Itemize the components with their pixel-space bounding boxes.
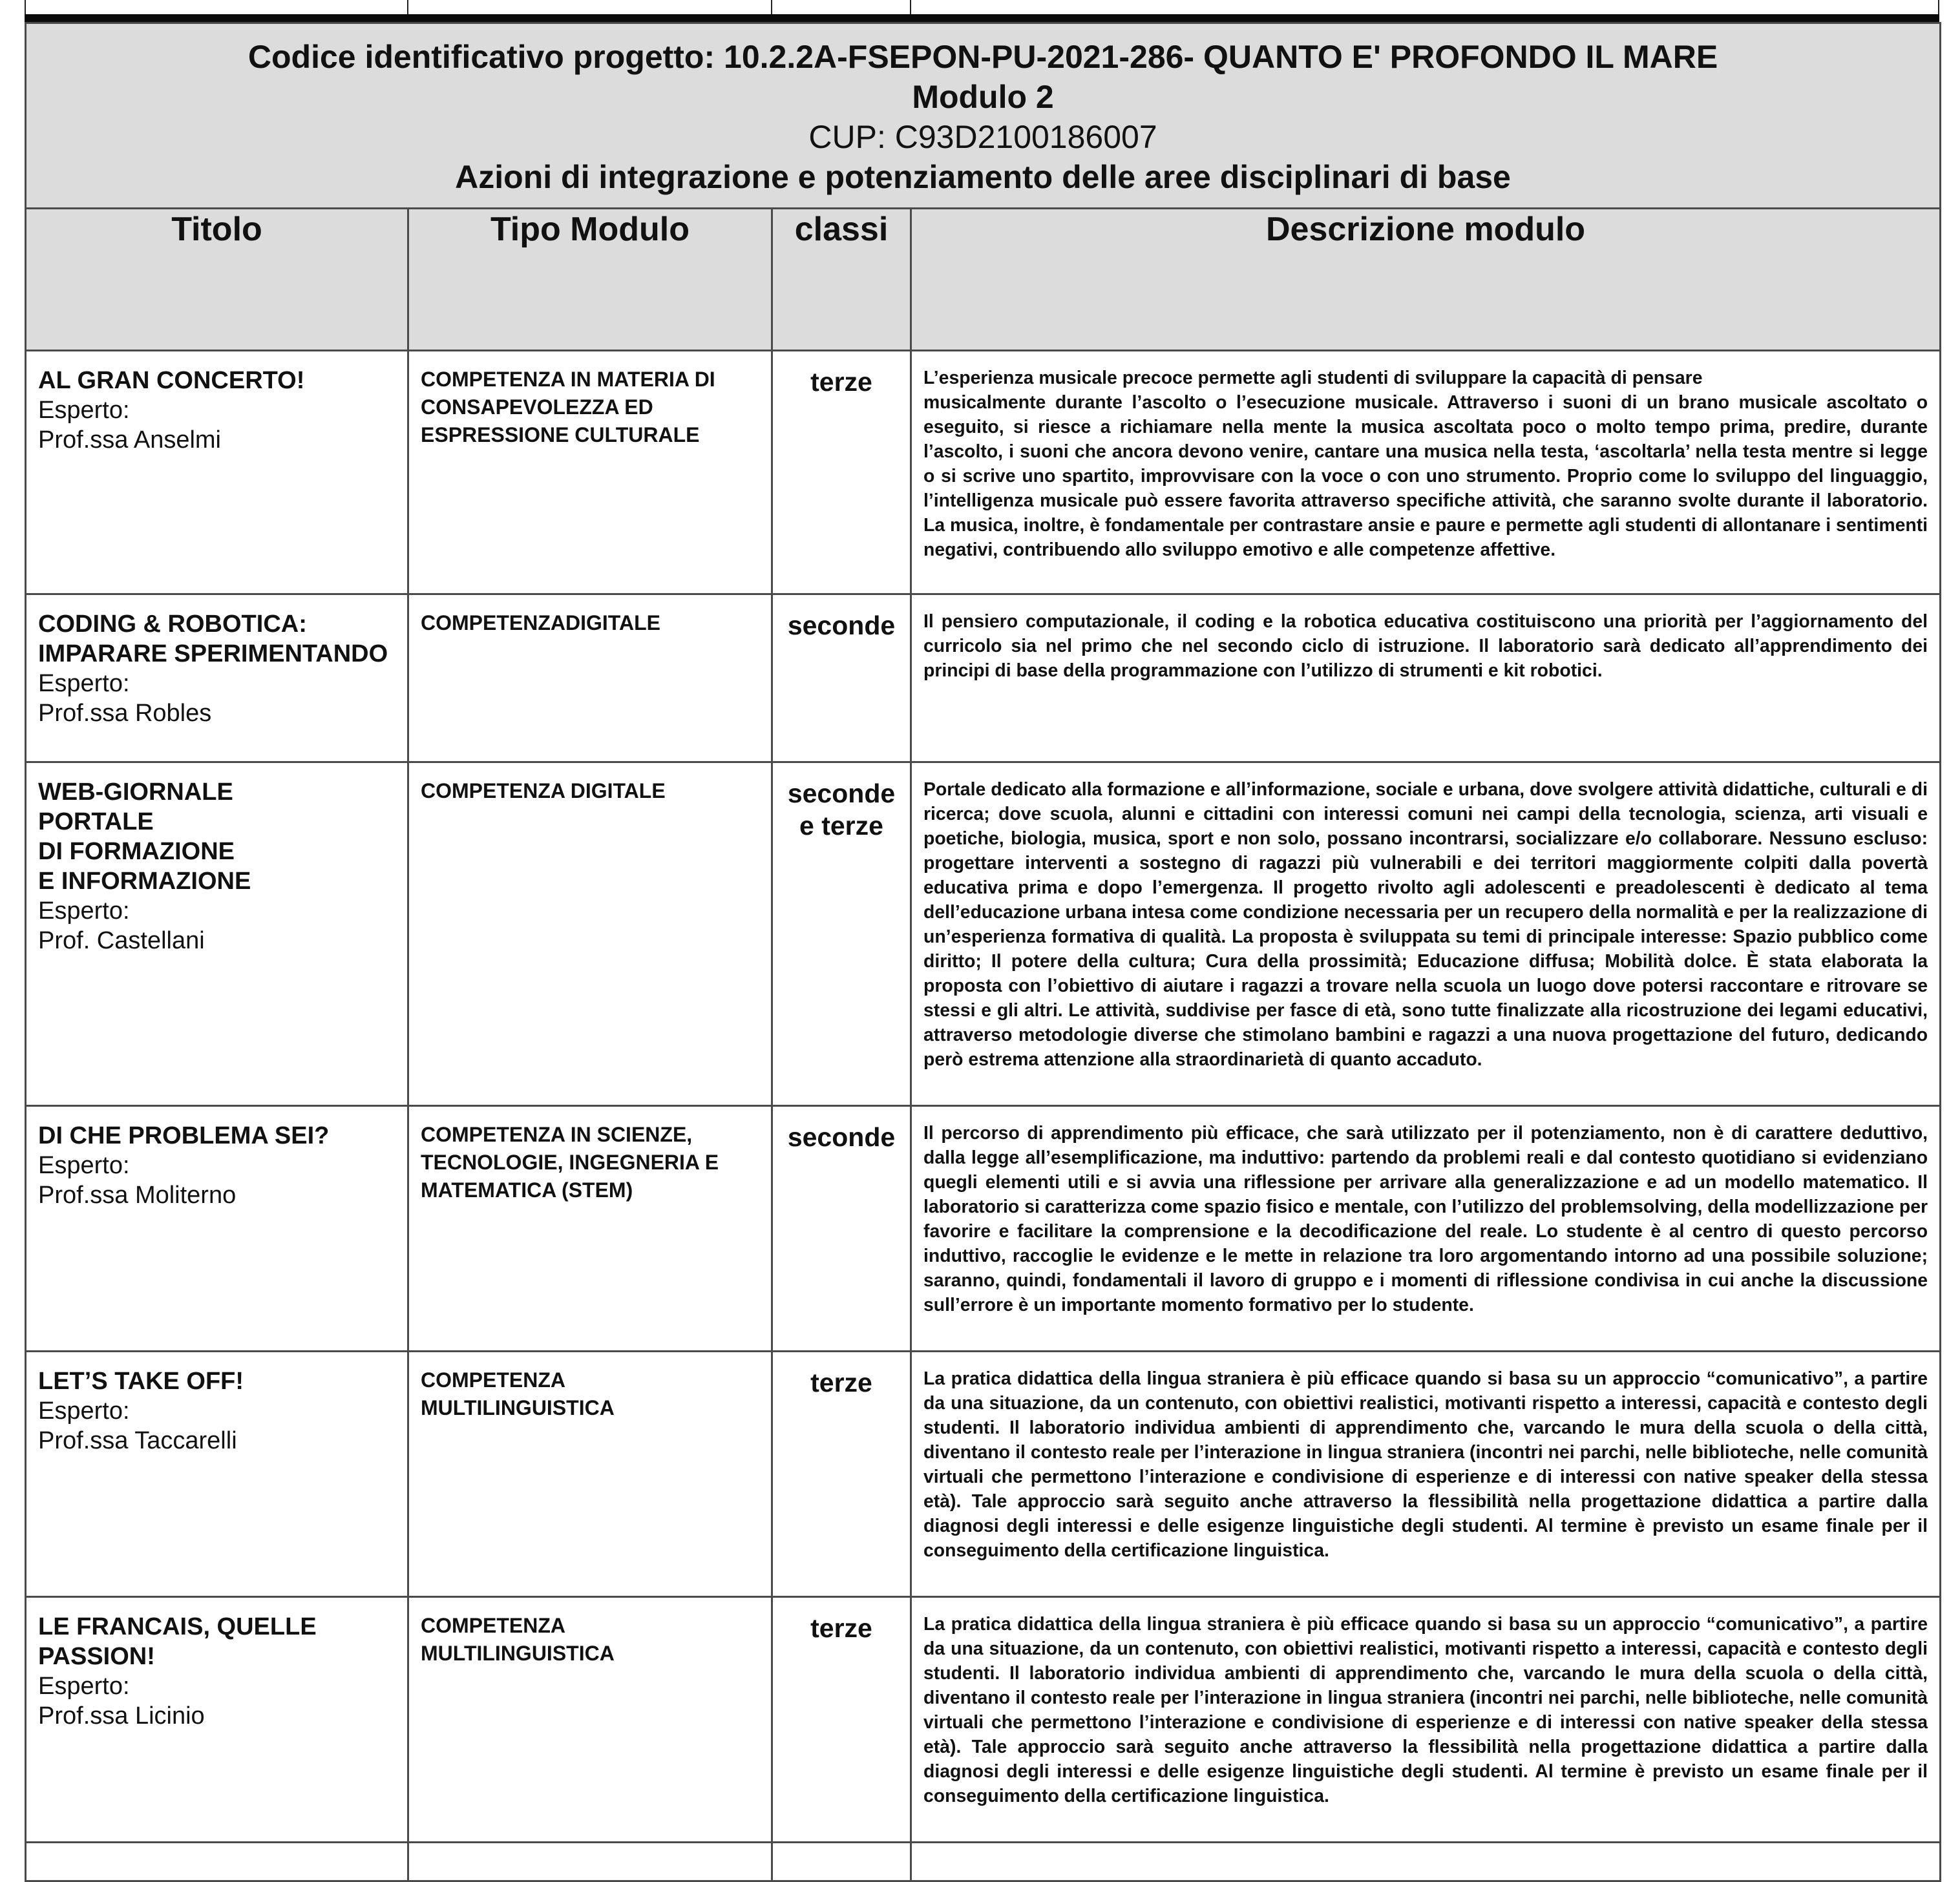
action-title: Azioni di integrazione e potenziamento delle aree disciplinari di base	[455, 159, 1511, 195]
esperto-name: Prof.ssa Moliterno	[38, 1182, 237, 1209]
titolo-cell	[26, 1106, 408, 1352]
empty-cell	[26, 1843, 408, 1881]
descrizione-cell	[911, 1352, 1941, 1597]
descrizione-text: La pratica didattica della lingua straniera è più efficace quando si basa su un approccio “comunicativo”, a partire da una situazione, da un contenuto, con obiettivi realistici, motivanti rispetto a interessi, capacità e contesto degli studenti. Il laboratorio individua ambienti di apprendimento che, varcando le mura della scuola o della città, diventano il contesto reale per l’interazione in lingua straniera (incontri nei parchi, nelle biblioteche, nelle comunità virtuali che permettono l’interazione e condivisione di esperienze e di interessi con native speaker della stessa età). Tale approccio sarà seguito anche attraverso la flessibilità nella progettazione didattica a partire dalla diagnosi degli interessi e delle esigenze linguistiche degli studenti. Al termine è previsto un esame finale per il conseguimento della certificazione linguistica.	[923, 1614, 1928, 1806]
esperto-label: Esperto:	[38, 1152, 130, 1179]
module-title: DI CHE PROBLEMA SEI?	[38, 1122, 330, 1149]
descrizione-cell	[911, 594, 1941, 762]
header-tipo-modulo: Tipo Modulo	[408, 209, 772, 351]
descrizione-cell	[911, 1597, 1941, 1843]
project-code: Codice identificativo progetto: 10.2.2A-FSEPON-PU-2021-286- QUANTO E' PROFONDO IL MARE	[248, 39, 1718, 75]
module-title: WEB-GIORNALE PORTALE DI FORMAZIONE E INFORMAZIONE	[38, 779, 251, 895]
descrizione-cell	[911, 351, 1941, 594]
esperto-label: Esperto:	[38, 1673, 130, 1700]
descrizione-text: La pratica didattica della lingua straniera è più efficace quando si basa su un approccio “comunicativo”, a partire da una situazione, da un contenuto, con obiettivi realistici, motivanti rispetto a interessi, capacità e contesto degli studenti. Il laboratorio individua ambienti di apprendimento che, varcando le mura della scuola o della città, diventano il contesto reale per l’interazione in lingua straniera (incontri nei parchi, nelle biblioteche, nelle comunità virtuali che permettono l’interazione e condivisione di esperienze e di interessi con native speaker della stessa età). Tale approccio sarà seguito anche attraverso la flessibilità nella progettazione didattica a partire dalla diagnosi degli interessi e delle esigenze linguistiche degli studenti. Al termine è previsto un esame finale per il conseguimento della certificazione linguistica.	[923, 1368, 1928, 1561]
header-row	[26, 209, 1941, 351]
esperto-label: Esperto:	[38, 397, 130, 424]
empty-cell	[772, 1843, 911, 1881]
table-row	[26, 594, 1941, 762]
continuation-row	[26, 1843, 1941, 1881]
titolo-cell	[26, 1597, 408, 1843]
project-banner	[26, 23, 1941, 209]
descrizione-intro: L’esperienza musicale precoce permette agli studenti di sviluppare la capacità di pensare	[923, 368, 1703, 388]
empty-cell	[408, 1843, 772, 1881]
empty-cell	[911, 1843, 1941, 1881]
titolo-cell	[26, 762, 408, 1106]
classi-cell: terze	[772, 1597, 911, 1843]
esperto-label: Esperto:	[38, 670, 130, 697]
descrizione-text: Il percorso di apprendimento più efficace, che sarà utilizzato per il potenziamento, non è di carattere deduttivo, dalla legge all’esemplificazione, ma induttivo: partendo da problemi reali e dal contesto quotidiano si evidenziano quegli elementi utili e si avvia una riflessione per arrivare alla generalizzazione e ad un modello matematico. Il laboratorio si caratterizza come spazio fisico e mentale, con l’utilizzo del problemsolving, della modellizzazione per favorire e facilitare la comprensione e la decodificazione del reale. Lo studente è al centro di questo percorso induttivo, raccoglie le evidenze e le mette in relazione tra loro argomentando intorno ad una possibile soluzione; saranno, quindi, fondamentali il lavoro di gruppo e i momenti di riflessione condivisa in cui anche la discussione sull’errore è un importante momento formativo per lo studente.	[923, 1123, 1928, 1315]
tipo-modulo-cell: COMPETENZA MULTILINGUISTICA	[408, 1597, 772, 1843]
esperto-name: Prof. Castellani	[38, 927, 205, 954]
tipo-modulo-cell: COMPETENZA IN MATERIA DI CONSAPEVOLEZZA ED ESPRESSIONE CULTURALE	[408, 351, 772, 594]
thick-separator-rule	[25, 14, 1939, 22]
module-title: CODING & ROBOTICA: IMPARARE SPERIMENTANDO	[38, 611, 388, 667]
descrizione-cell	[911, 1106, 1941, 1352]
esperto-label: Esperto:	[38, 1397, 130, 1425]
classi-cell: terze	[772, 1352, 911, 1597]
tipo-modulo-cell: COMPETENZA MULTILINGUISTICA	[408, 1352, 772, 1597]
cup-code: CUP: C93D2100186007	[808, 119, 1157, 155]
descrizione-text: Il pensiero computazionale, il coding e la robotica educativa costituiscono una priorità per l’aggiornamento del curricolo sia nel primo che nel secondo ciclo di istruzione. Il laboratorio sarà dedicato all’apprendimento dei principi di base della programmazione con l’utilizzo di strumenti e kit robotici.	[923, 611, 1928, 681]
header-classi: classi	[772, 209, 911, 351]
classi-cell: seconde	[772, 1106, 911, 1352]
descrizione-cell	[911, 762, 1941, 1106]
esperto-name: Prof.ssa Anselmi	[38, 426, 221, 454]
header-titolo: Titolo	[26, 209, 408, 351]
table-row	[26, 351, 1941, 594]
esperto-name: Prof.ssa Robles	[38, 700, 212, 727]
module-title: AL GRAN CONCERTO!	[38, 367, 305, 394]
table-row	[26, 1106, 1941, 1352]
titolo-cell	[26, 594, 408, 762]
table-row	[26, 762, 1941, 1106]
tipo-modulo-cell: COMPETENZA IN SCIENZE, TECNOLOGIE, INGEGNERIA E MATEMATICA (STEM)	[408, 1106, 772, 1352]
module-title: LE FRANCAIS, QUELLE PASSION!	[38, 1613, 317, 1670]
titolo-cell	[26, 351, 408, 594]
modules-table	[25, 22, 1941, 1882]
table-row	[26, 1597, 1941, 1843]
descrizione-text: Portale dedicato alla formazione e all’informazione, sociale e urbana, dove svolgere attività didattiche, culturali e di ricerca; dove scuola, alunni e cittadini con interessi comuni nei campi della tecnologia, scienza, arti visuali e poetiche, biologia, musica, sport e non solo, possano incontrarsi, socializzare e/o collaborare. Nessuno escluso: progettare interventi a sostegno di ragazzi più vulnerabili e dei territori maggiormente colpiti dalla povertà educativa prima e dopo l’emergenza. Il progetto rivolto agli adolescenti e preadolescenti è dedicato al tema dell’educazione urbana intesa come condizione necessaria per un recupero della normalità e per la realizzazione di un’esperienza formativa di qualità. La proposta è sviluppata su temi di principale interesse: Spazio pubblico come diritto; Il potere della cultura; Cura della prossimità; Educazione diffusa; Mobilità dolce. È stata elaborata la proposta con l’obiettivo di aiutare i ragazzi a trovare nella scuola un luogo dove potersi raccontare e ritrovare se stessi e gli altri. Le attività, suddivise per fasce di età, sono tutte finalizzate alla ricostruzione dei legami educativi, attraverso metodologie diverse che stimolano bambini e ragazzi a una nuova progettazione del futuro, dedicando però estrema attenzione alla straordinarietà di quanto accaduto.	[923, 779, 1928, 1070]
banner-row	[26, 23, 1941, 209]
tipo-modulo-cell: COMPETENZA DIGITALE	[408, 762, 772, 1106]
classi-cell: seconde	[772, 594, 911, 762]
header-descrizione: Descrizione modulo	[911, 209, 1941, 351]
descrizione-text: musicalmente durante l’ascolto o l’esecuzione musicale. Attraverso i suoni di un brano musicale ascoltato o eseguito, si riesce a richiamare nella mente la musica ascoltata poco o molto tempo prima, predire, durante l’ascolto, i suoni che ancora devono venire, cantare una musica nella testa, ‘ascoltarla’ nella testa mentre si legge o si scrive uno spartito, improvvisare con la voce o con uno strumento. Proprio come lo sviluppo del linguaggio, l’intelligenza musicale può essere favorita attraverso specifiche attività, che saranno svolte durante il laboratorio. La musica, inoltre, è fondamentale per contrastare ansie e paure e permette agli studenti di allontanare i sentimenti negativi, contribuendo allo sviluppo emotivo e alle competenze affettive.	[923, 392, 1928, 560]
classi-cell: terze	[772, 351, 911, 594]
table-row	[26, 1352, 1941, 1597]
classi-cell: seconde e terze	[772, 762, 911, 1106]
esperto-name: Prof.ssa Licinio	[38, 1702, 205, 1730]
tipo-modulo-cell: COMPETENZADIGITALE	[408, 594, 772, 762]
esperto-name: Prof.ssa Taccarelli	[38, 1427, 237, 1454]
titolo-cell	[26, 1352, 408, 1597]
module-number: Modulo 2	[912, 79, 1054, 115]
esperto-label: Esperto:	[38, 897, 130, 925]
module-title: LET’S TAKE OFF!	[38, 1368, 244, 1395]
